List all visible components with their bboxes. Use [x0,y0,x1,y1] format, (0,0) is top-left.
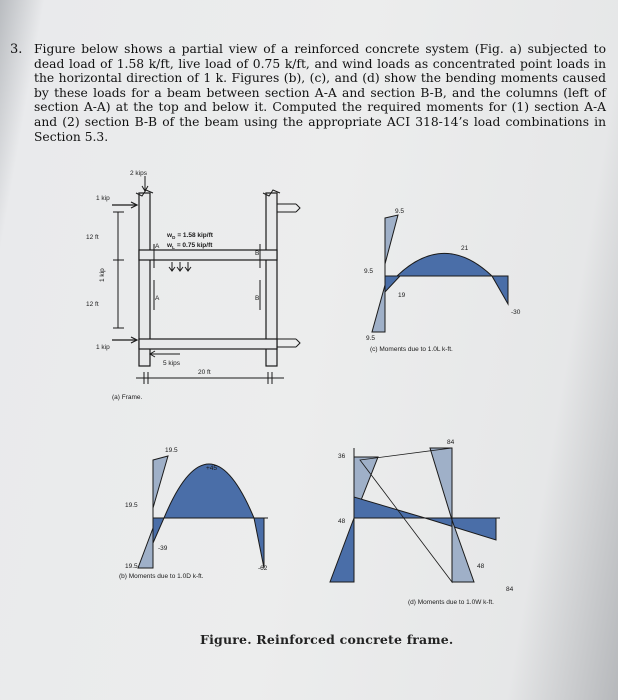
c-value-midspan: 21 [461,245,469,252]
height-top-label: 12 ft [86,234,99,241]
live-load-label: $w_L = 0.75$ kip/ft [167,242,213,250]
question-number: 3. [10,42,23,57]
c-value-bottom: 9.5 [366,335,376,342]
d-value-top: 84 [447,439,455,446]
left-load-bottom-label: 1 kip [96,344,110,351]
left-load-top-label: 1 kip [96,195,110,202]
frame-caption: (a) Frame. [112,394,143,401]
moment-diagram-d [330,448,500,582]
b-value-left-beam: -39 [158,545,168,552]
section-b-top-label: B [255,250,260,257]
section-a-top-label: A [155,243,160,250]
b-value-right-beam: -62 [258,565,268,572]
b-value-bottom: 19.5 [125,563,138,570]
b-value-top: 19.5 [165,447,178,454]
c-value-left-beam: 19 [398,292,406,299]
figure-caption: Figure. Reinforced concrete frame. [200,632,454,647]
dead-load-label: $w_D = 1.58$ kip/ft [167,232,213,240]
section-b-bottom-label: B [255,295,260,302]
c-value-right-beam: -30 [511,309,521,316]
d-value-bottom: 84 [506,586,514,593]
c-caption: (c) Moments due to 1.0L k-ft. [370,346,453,353]
b-value-midspan: +45 [206,465,218,472]
side-load-label: 1 kip [99,268,106,282]
d-caption: (d) Moments due to 1.0W k-ft. [408,599,494,606]
moment-diagram-c [372,215,508,332]
d-value-left: 48 [338,518,346,525]
span-label: 20 ft [198,369,211,376]
section-a-bottom-label: A [155,295,160,302]
c-value-joint: 9.5 [364,268,374,275]
frame-figure [112,176,300,384]
d-value-right: 48 [477,563,485,570]
b-caption: (b) Moments due to 1.0D k-ft. [119,573,204,580]
bottom-load-label: 5 kips [163,360,180,367]
top-load-label: 2 kips [130,170,147,177]
height-bottom-label: 12 ft [86,301,99,308]
d-value-upper-left: 36 [338,453,346,460]
question-text: Figure below shows a partial view of a reinforced concrete system (Fig. a) subjected to dead load of 1.58 k/ft, live load of 0.75 k/ft, and wind loads as concentrated point loads in the horizontal direction of 1 k. Figures (b), (c), and (d) show the bending moments caused by these loads for a beam between section A-A and section B-B, and the columns (left of section A-A) at the top and below it. Computed the required moments for (1) section A-A and (2) section B-B of the beam using the appropriate ACI 318-14’s load combinations in Section 5.3. [34,42,606,144]
c-value-top: 9.5 [395,208,405,215]
b-value-joint: 19.5 [125,502,138,509]
bottom-beam [139,339,277,349]
